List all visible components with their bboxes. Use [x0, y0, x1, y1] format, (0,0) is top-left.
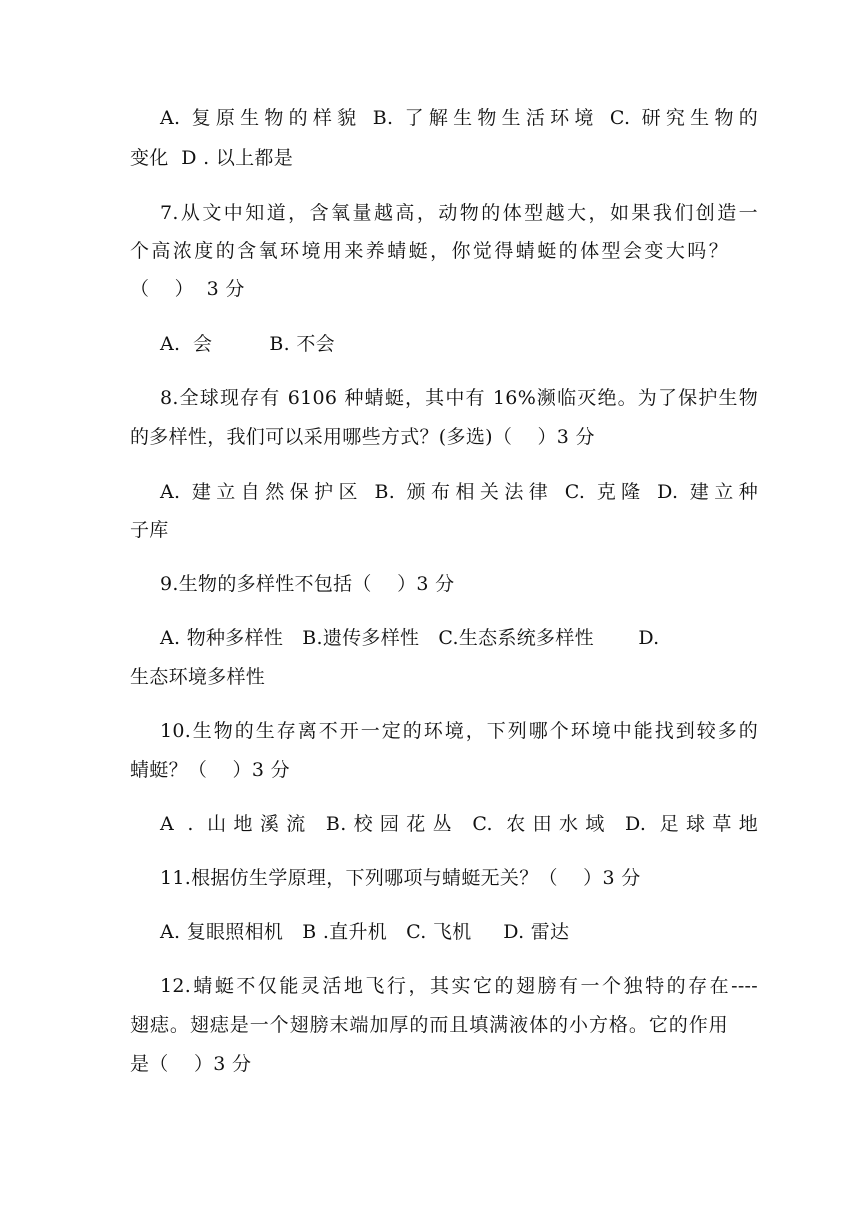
q6-options-line-2: 变化 D . 以上都是 — [130, 147, 294, 169]
q12-text-line-3: 是（ ）3 分 — [130, 1053, 252, 1075]
q10-text-line-2: 蜻蜓？（ ）3 分 — [130, 759, 290, 781]
q7-text-line-1: 7.从文中知道，含氧量越高，动物的体型越大，如果我们创造一 — [160, 202, 758, 224]
q7-text-line-2: 个高浓度的含氧环境用来养蜻蜓，你觉得蜻蜓的体型会变大吗？ — [130, 240, 728, 262]
q9-text: 9.生物的多样性不包括（ ）3 分 — [160, 573, 455, 595]
q7-options: A. 会 B. 不会 — [160, 333, 335, 355]
q8-text-line-2: 的多样性，我们可以采用哪些方式？(多选)（ ）3 分 — [130, 426, 595, 448]
q7-answer-blank: （ ） 3 分 — [130, 278, 245, 300]
q9-options-line-1: A. 物种多样性 B.遗传多样性 C.生态系统多样性 D. — [160, 627, 660, 649]
q8-text-line-1: 8.全球现存有 6106 种蜻蜓，其中有 16%濒临灭绝。为了保护生物 — [160, 387, 758, 409]
q12-text-line-2: 翅痣。翅痣是一个翅膀末端加厚的而且填满液体的小方格。它的作用 — [130, 1014, 728, 1036]
q10-text-line-1: 10.生物的生存离不开一定的环境，下列哪个环境中能找到较多的 — [160, 720, 758, 742]
q10-options: A . 山地溪流 B.校园花丛 C. 农田水域 D. 足球草地 — [160, 813, 758, 835]
q8-options-line-2: 子库 — [130, 519, 169, 541]
q8-options-line-1: A. 建立自然保护区 B. 颁布相关法律 C. 克隆 D. 建立种 — [160, 481, 758, 503]
q6-options-line-1: A. 复原生物的样貌 B. 了解生物生活环境 C. 研究生物的 — [160, 107, 758, 129]
q9-options-line-2: 生态环境多样性 — [130, 666, 266, 688]
q11-options: A. 复眼照相机 B .直升机 C. 飞机 D. 雷达 — [160, 921, 570, 943]
q12-text-line-1: 12.蜻蜓不仅能灵活地飞行，其实它的翅膀有一个独特的存在---- — [160, 975, 758, 997]
q11-text: 11.根据仿生学原理，下列哪项与蜻蜓无关？（ ）3 分 — [160, 867, 641, 889]
